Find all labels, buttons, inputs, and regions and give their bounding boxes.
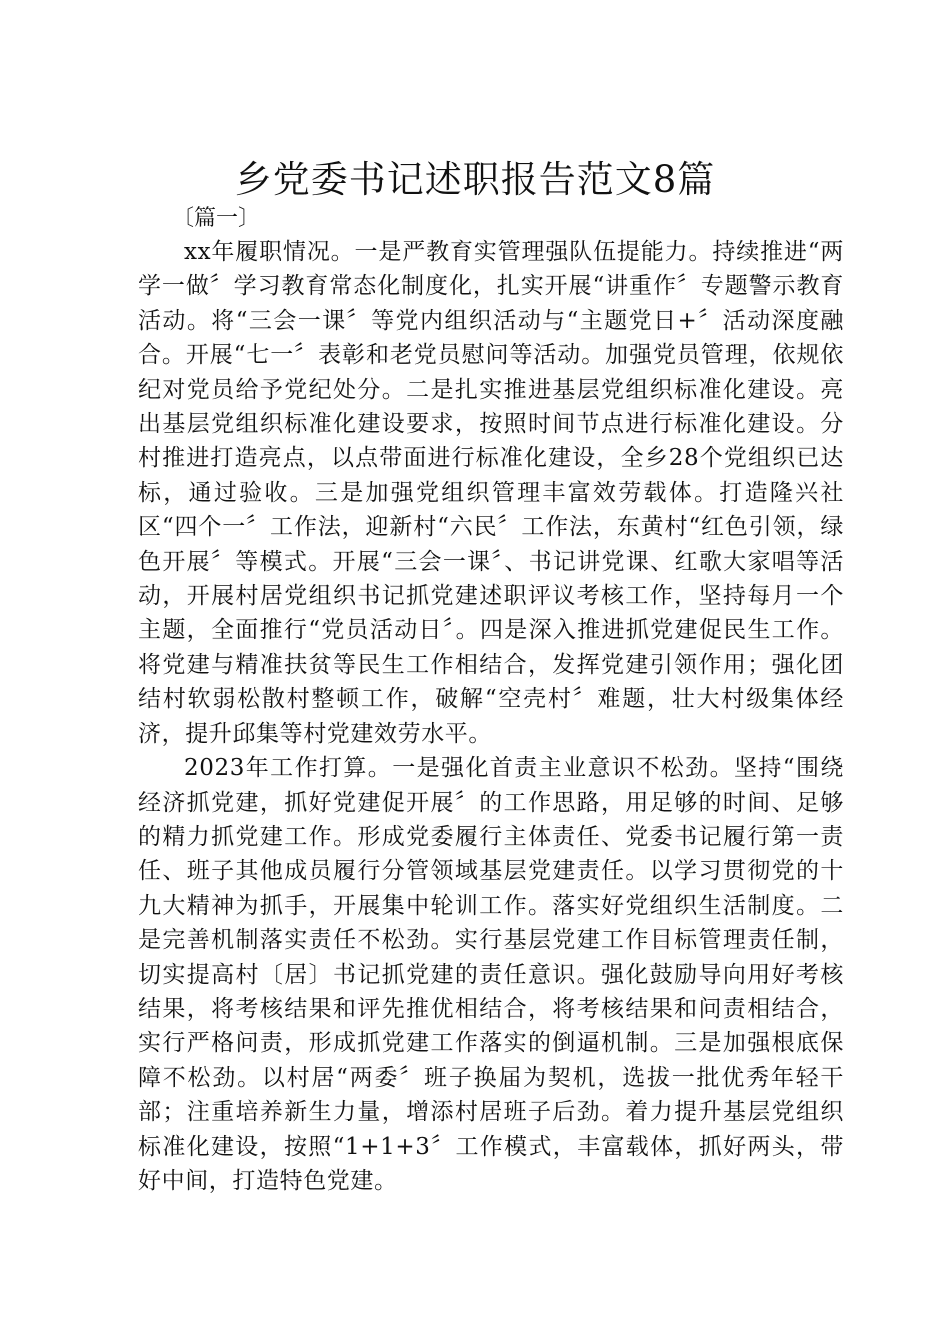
section-label: 〔篇一〕 — [172, 206, 261, 231]
paragraph-performance: xx年履职情况。一是严教育实管理强队伍提能力。持续推进“两学一做〞学习教育常态化制度化，扎实开展“讲重作〞专题警示教育活动。将“三会一课〞等党内组织活动与“主题党日+〞活动深度融合。开展“七一〞表彰和老党员慰问等活动。加强党员管理，依规依纪对党员给予党纪处分。二是扎实推进基层党组织标准化建设。亮出基层党组织标准化建设要求，按照时间节点进行标准化建设。分村推进打造亮点，以点带面进行标准化建设，全乡28个党组织已达标，通过验收。三是加强党组织管理丰富效劳载体。打造隆兴社区“四个一〞工作法，迎新村“六民〞工作法，东黄村“红色引领，绿色开展〞等模式。开展“三会一课〞、书记讲党课、红歌大家唱等活动，开展村居党组织书记抓党建述职评议考核工作，坚持每月一个主题，全面推行“党员活动日〞。四是深入推进抓党建促民生工作。将党建与精准扶贫等民生工作相结合，发挥党建引领作用；强化团结村软弱松散村整顿工作，破解“空壳村〞难题，壮大村级集体经济，提升邱集等村党建效劳水平。 — [138, 239, 844, 747]
document-title: 乡党委书记述职报告范文8篇 — [234, 158, 716, 201]
paragraph-work-plan: 2023年工作打算。一是强化首责主业意识不松劲。坚持“围绕经济抓党建，抓好党建促开展〞的工作思路，用足够的时间、足够的精力抓党建工作。形成党委履行主体责任、党委书记履行第一责任、班子其他成员履行分管领域基层党建责任。以学习贯彻党的十九大精神为抓手，开展集中轮训工作。落实好党组织生活制度。二是完善机制落实责任不松劲。实行基层党建工作目标管理责任制，切实提高村〔居〕书记抓党建的责任意识。强化鼓励导向用好考核结果，将考核结果和评先推优相结合，将考核结果和问责相结合，实行严格问责，形成抓党建工作落实的倒逼机制。三是加强根底保障不松劲。以村居“两委〞班子换届为契机，选拔一批优秀年轻干部；注重培养新生力量，增添村居班子后劲。着力提升基层党组织标准化建设，按照“1+1+3〞工作模式，丰富载体，抓好两头，带好中间，打造特色党建。 — [138, 755, 844, 1194]
document-body — [138, 235, 844, 1198]
